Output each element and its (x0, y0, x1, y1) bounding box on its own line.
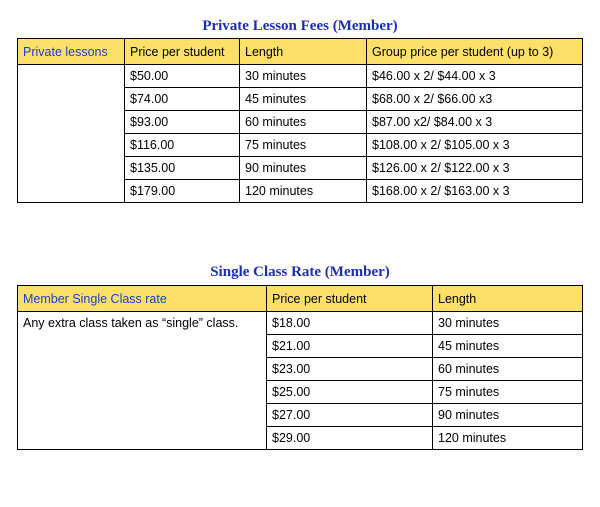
header-price-per-student: Price per student (125, 39, 240, 65)
length-cell: 30 minutes (433, 312, 583, 335)
price-cell: $93.00 (125, 111, 240, 134)
table-row (18, 312, 583, 335)
price-cell: $23.00 (267, 358, 433, 381)
price-cell: $29.00 (267, 427, 433, 450)
header-price-per-student: Price per student (267, 286, 433, 312)
price-cell: $135.00 (125, 157, 240, 180)
length-cell: 120 minutes (240, 180, 367, 203)
group-price-cell: $126.00 x 2/ $122.00 x 3 (367, 157, 583, 180)
length-cell: 90 minutes (240, 157, 367, 180)
private-lessons-blank-cell (18, 65, 125, 203)
table-row (18, 65, 583, 88)
length-cell: 30 minutes (240, 65, 367, 88)
price-cell: $21.00 (267, 335, 433, 358)
price-cell: $27.00 (267, 404, 433, 427)
price-cell: $18.00 (267, 312, 433, 335)
group-price-cell: $108.00 x 2/ $105.00 x 3 (367, 134, 583, 157)
price-cell: $179.00 (125, 180, 240, 203)
length-cell: 45 minutes (433, 335, 583, 358)
single-class-rate-table (17, 285, 583, 450)
header-length: Length (240, 39, 367, 65)
length-cell: 90 minutes (433, 404, 583, 427)
group-price-cell: $168.00 x 2/ $163.00 x 3 (367, 180, 583, 203)
length-cell: 45 minutes (240, 88, 367, 111)
single-class-rate-title: Single Class Rate (Member) (210, 264, 390, 280)
single-class-description: Any extra class taken as “single” class. (18, 312, 267, 450)
group-price-cell: $87.00 x2/ $84.00 x 3 (367, 111, 583, 134)
length-cell: 75 minutes (433, 381, 583, 404)
price-cell: $50.00 (125, 65, 240, 88)
group-price-cell: $46.00 x 2/ $44.00 x 3 (367, 65, 583, 88)
price-cell: $25.00 (267, 381, 433, 404)
table-header-row (18, 286, 583, 312)
private-lesson-fees-table (17, 38, 583, 203)
length-cell: 75 minutes (240, 134, 367, 157)
table-header-row (18, 39, 583, 65)
header-member-single-class-rate: Member Single Class rate (18, 286, 267, 312)
price-cell: $74.00 (125, 88, 240, 111)
group-price-cell: $68.00 x 2/ $66.00 x3 (367, 88, 583, 111)
header-private-lessons: Private lessons (18, 39, 125, 65)
price-cell: $116.00 (125, 134, 240, 157)
header-group-price: Group price per student (up to 3) (367, 39, 583, 65)
length-cell: 120 minutes (433, 427, 583, 450)
header-length: Length (433, 286, 583, 312)
length-cell: 60 minutes (433, 358, 583, 381)
private-lesson-fees-title: Private Lesson Fees (Member) (202, 18, 398, 34)
length-cell: 60 minutes (240, 111, 367, 134)
